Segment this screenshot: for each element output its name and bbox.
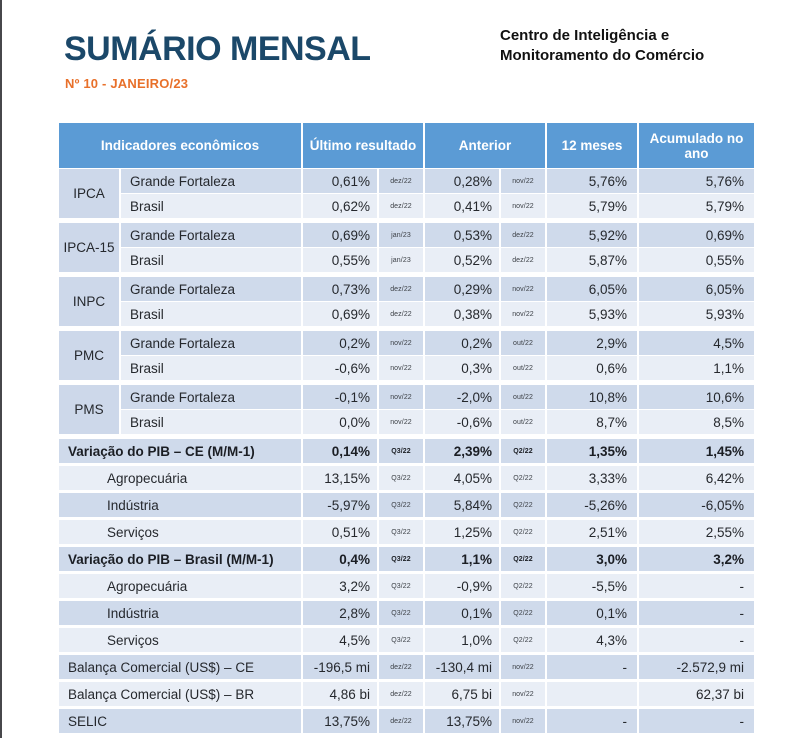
cell-12-months: -5,26% <box>547 493 637 517</box>
cell-label: Brasil <box>121 302 301 326</box>
cell-previous-value: -0,6% <box>425 410 499 434</box>
cell-12-months: - <box>547 655 637 679</box>
cell-last-date: Q3/22 <box>379 466 423 490</box>
cell-last-date: nov/22 <box>379 331 423 355</box>
cell-label: Variação do PIB – CE (M/M-1) <box>59 439 301 463</box>
table-row <box>59 466 754 490</box>
cell-previous-date: nov/22 <box>501 277 545 301</box>
cell-last-value: -196,5 mi <box>303 655 377 679</box>
cell-label: Grande Fortaleza <box>121 277 301 301</box>
cell-ytd: 5,79% <box>639 194 754 218</box>
cell-ytd: 8,5% <box>639 410 754 434</box>
cell-12-months: 1,35% <box>547 439 637 463</box>
cell-ytd: 1,1% <box>639 356 754 380</box>
cell-ytd: - <box>639 628 754 652</box>
cell-12-months: 5,92% <box>547 223 637 247</box>
cell-last-value: -0,1% <box>303 385 377 409</box>
table-row <box>59 655 754 679</box>
cell-previous-value: 0,28% <box>425 169 499 193</box>
cell-12-months: -5,5% <box>547 574 637 598</box>
table-row <box>59 520 754 544</box>
cell-previous-value: 0,29% <box>425 277 499 301</box>
cell-12-months: 6,05% <box>547 277 637 301</box>
cell-last-date: Q3/22 <box>379 493 423 517</box>
cell-ytd: 62,37 bi <box>639 682 754 706</box>
cell-previous-value: 0,41% <box>425 194 499 218</box>
cell-last-date: jan/23 <box>379 248 423 272</box>
cell-ytd: -2.572,9 mi <box>639 655 754 679</box>
cell-last-value: 0,55% <box>303 248 377 272</box>
cell-ytd: 1,45% <box>639 439 754 463</box>
cell-previous-date: out/22 <box>501 385 545 409</box>
cell-ytd: - <box>639 709 754 733</box>
cell-12-months: 3,33% <box>547 466 637 490</box>
cell-previous-value: 13,75% <box>425 709 499 733</box>
table-row <box>59 439 754 463</box>
cell-previous-value: -0,9% <box>425 574 499 598</box>
cell-previous-value: 1,1% <box>425 547 499 571</box>
cell-12-months: 0,1% <box>547 601 637 625</box>
cell-last-value: 4,86 bi <box>303 682 377 706</box>
cell-ytd: 3,2% <box>639 547 754 571</box>
cell-last-value: 0,62% <box>303 194 377 218</box>
cell-last-date: Q3/22 <box>379 628 423 652</box>
cell-last-value: -5,97% <box>303 493 377 517</box>
cell-previous-date: Q2/22 <box>501 493 545 517</box>
cell-last-value: 0,69% <box>303 223 377 247</box>
cell-previous-date: Q2/22 <box>501 466 545 490</box>
group-label: IPCA-15 <box>59 223 119 272</box>
cell-last-date: jan/23 <box>379 223 423 247</box>
cell-last-date: Q3/22 <box>379 601 423 625</box>
cell-previous-date: out/22 <box>501 356 545 380</box>
cell-previous-value: 0,52% <box>425 248 499 272</box>
cell-previous-value: 2,39% <box>425 439 499 463</box>
cell-ytd: 6,05% <box>639 277 754 301</box>
cell-previous-date: nov/22 <box>501 302 545 326</box>
cell-label: Agropecuária <box>59 574 301 598</box>
cell-ytd: 5,76% <box>639 169 754 193</box>
page-title: SUMÁRIO MENSAL <box>64 30 371 68</box>
cell-last-value: 4,5% <box>303 628 377 652</box>
cell-last-value: 0,2% <box>303 331 377 355</box>
cell-label: Grande Fortaleza <box>121 223 301 247</box>
cell-previous-date: nov/22 <box>501 169 545 193</box>
cell-ytd: 4,5% <box>639 331 754 355</box>
cell-label: Grande Fortaleza <box>121 169 301 193</box>
cell-previous-date: nov/22 <box>501 709 545 733</box>
cell-label: Balança Comercial (US$) – CE <box>59 655 301 679</box>
indicators-table <box>59 123 754 736</box>
cell-ytd: 2,55% <box>639 520 754 544</box>
table-group-ipca-15 <box>59 223 754 272</box>
cell-last-date: nov/22 <box>379 385 423 409</box>
cell-last-value: -0,6% <box>303 356 377 380</box>
cell-12-months <box>547 682 637 706</box>
cell-previous-date: out/22 <box>501 331 545 355</box>
table-row <box>59 547 754 571</box>
cell-12-months: 5,79% <box>547 194 637 218</box>
cell-previous-date: Q2/22 <box>501 628 545 652</box>
cell-previous-date: dez/22 <box>501 248 545 272</box>
cell-last-date: nov/22 <box>379 410 423 434</box>
cell-previous-value: 5,84% <box>425 493 499 517</box>
cell-last-value: 0,69% <box>303 302 377 326</box>
group-label: PMC <box>59 331 119 380</box>
cell-last-value: 13,75% <box>303 709 377 733</box>
group-label: IPCA <box>59 169 119 218</box>
cell-ytd: - <box>639 574 754 598</box>
cell-previous-value: 6,75 bi <box>425 682 499 706</box>
cell-previous-value: 1,0% <box>425 628 499 652</box>
header-indicators: Indicadores econômicos <box>59 123 301 168</box>
organization-line-1: Centro de Inteligência e <box>500 27 670 44</box>
cell-12-months: 3,0% <box>547 547 637 571</box>
cell-last-value: 0,73% <box>303 277 377 301</box>
table-row <box>59 709 754 733</box>
cell-previous-value: 0,3% <box>425 356 499 380</box>
issue-label: Nº 10 - JANEIRO/23 <box>65 76 189 91</box>
cell-previous-date: Q2/22 <box>501 547 545 571</box>
cell-ytd: 0,55% <box>639 248 754 272</box>
group-label: PMS <box>59 385 119 434</box>
cell-last-value: 0,0% <box>303 410 377 434</box>
table-body <box>59 169 754 733</box>
cell-ytd: 5,93% <box>639 302 754 326</box>
cell-label: Grande Fortaleza <box>121 385 301 409</box>
cell-previous-date: nov/22 <box>501 682 545 706</box>
cell-label: SELIC <box>59 709 301 733</box>
header-12-months: 12 meses <box>547 123 637 168</box>
cell-label: Grande Fortaleza <box>121 331 301 355</box>
cell-last-date: nov/22 <box>379 356 423 380</box>
cell-previous-date: Q2/22 <box>501 520 545 544</box>
cell-last-date: Q3/22 <box>379 547 423 571</box>
header-ytd: Acumulado no ano <box>639 123 754 168</box>
cell-previous-value: 0,38% <box>425 302 499 326</box>
cell-last-date: dez/22 <box>379 302 423 326</box>
cell-last-date: dez/22 <box>379 194 423 218</box>
organization-line-2: Monitoramento do Comércio <box>500 47 705 64</box>
cell-12-months: 0,6% <box>547 356 637 380</box>
cell-ytd: 10,6% <box>639 385 754 409</box>
cell-label: Serviços <box>59 520 301 544</box>
cell-label: Brasil <box>121 356 301 380</box>
cell-previous-value: 0,2% <box>425 331 499 355</box>
cell-label: Variação do PIB – Brasil (M/M-1) <box>59 547 301 571</box>
cell-12-months: 8,7% <box>547 410 637 434</box>
cell-previous-date: Q2/22 <box>501 574 545 598</box>
table-row <box>59 601 754 625</box>
cell-ytd: -6,05% <box>639 493 754 517</box>
cell-last-value: 0,51% <box>303 520 377 544</box>
cell-last-date: dez/22 <box>379 277 423 301</box>
organization-name <box>500 26 770 66</box>
table-row <box>59 493 754 517</box>
cell-12-months: 5,76% <box>547 169 637 193</box>
cell-previous-date: nov/22 <box>501 655 545 679</box>
cell-last-date: Q3/22 <box>379 574 423 598</box>
cell-last-value: 0,61% <box>303 169 377 193</box>
cell-last-value: 0,14% <box>303 439 377 463</box>
header-last-result: Último resultado <box>303 123 423 168</box>
cell-previous-value: 0,1% <box>425 601 499 625</box>
table-group-ipca <box>59 169 754 218</box>
cell-previous-date: Q2/22 <box>501 439 545 463</box>
page-left-border <box>0 0 2 738</box>
cell-previous-value: -130,4 mi <box>425 655 499 679</box>
table-group-inpc <box>59 277 754 326</box>
table-row <box>59 628 754 652</box>
cell-12-months: 10,8% <box>547 385 637 409</box>
cell-previous-value: 0,53% <box>425 223 499 247</box>
cell-last-value: 2,8% <box>303 601 377 625</box>
cell-previous-date: Q2/22 <box>501 601 545 625</box>
table-group-pms <box>59 385 754 434</box>
cell-last-value: 13,15% <box>303 466 377 490</box>
cell-12-months: - <box>547 709 637 733</box>
cell-12-months: 5,93% <box>547 302 637 326</box>
cell-ytd: - <box>639 601 754 625</box>
table-header-row <box>59 123 754 168</box>
cell-last-value: 3,2% <box>303 574 377 598</box>
cell-last-date: Q3/22 <box>379 520 423 544</box>
cell-label: Brasil <box>121 248 301 272</box>
cell-12-months: 4,3% <box>547 628 637 652</box>
cell-previous-date: nov/22 <box>501 194 545 218</box>
cell-label: Balança Comercial (US$) – BR <box>59 682 301 706</box>
cell-12-months: 2,51% <box>547 520 637 544</box>
group-label: INPC <box>59 277 119 326</box>
cell-previous-date: out/22 <box>501 410 545 434</box>
cell-last-value: 0,4% <box>303 547 377 571</box>
table-row <box>59 682 754 706</box>
cell-last-date: Q3/22 <box>379 439 423 463</box>
cell-label: Brasil <box>121 410 301 434</box>
table-group-pmc <box>59 331 754 380</box>
cell-last-date: dez/22 <box>379 682 423 706</box>
cell-label: Agropecuária <box>59 466 301 490</box>
cell-last-date: dez/22 <box>379 709 423 733</box>
header-previous: Anterior <box>425 123 545 168</box>
cell-previous-value: 4,05% <box>425 466 499 490</box>
cell-12-months: 5,87% <box>547 248 637 272</box>
table-row <box>59 574 754 598</box>
cell-ytd: 6,42% <box>639 466 754 490</box>
cell-label: Indústria <box>59 601 301 625</box>
cell-previous-value: -2,0% <box>425 385 499 409</box>
cell-last-date: dez/22 <box>379 655 423 679</box>
cell-ytd: 0,69% <box>639 223 754 247</box>
cell-label: Indústria <box>59 493 301 517</box>
cell-previous-date: dez/22 <box>501 223 545 247</box>
cell-previous-value: 1,25% <box>425 520 499 544</box>
cell-label: Brasil <box>121 194 301 218</box>
cell-label: Serviços <box>59 628 301 652</box>
cell-12-months: 2,9% <box>547 331 637 355</box>
cell-last-date: dez/22 <box>379 169 423 193</box>
